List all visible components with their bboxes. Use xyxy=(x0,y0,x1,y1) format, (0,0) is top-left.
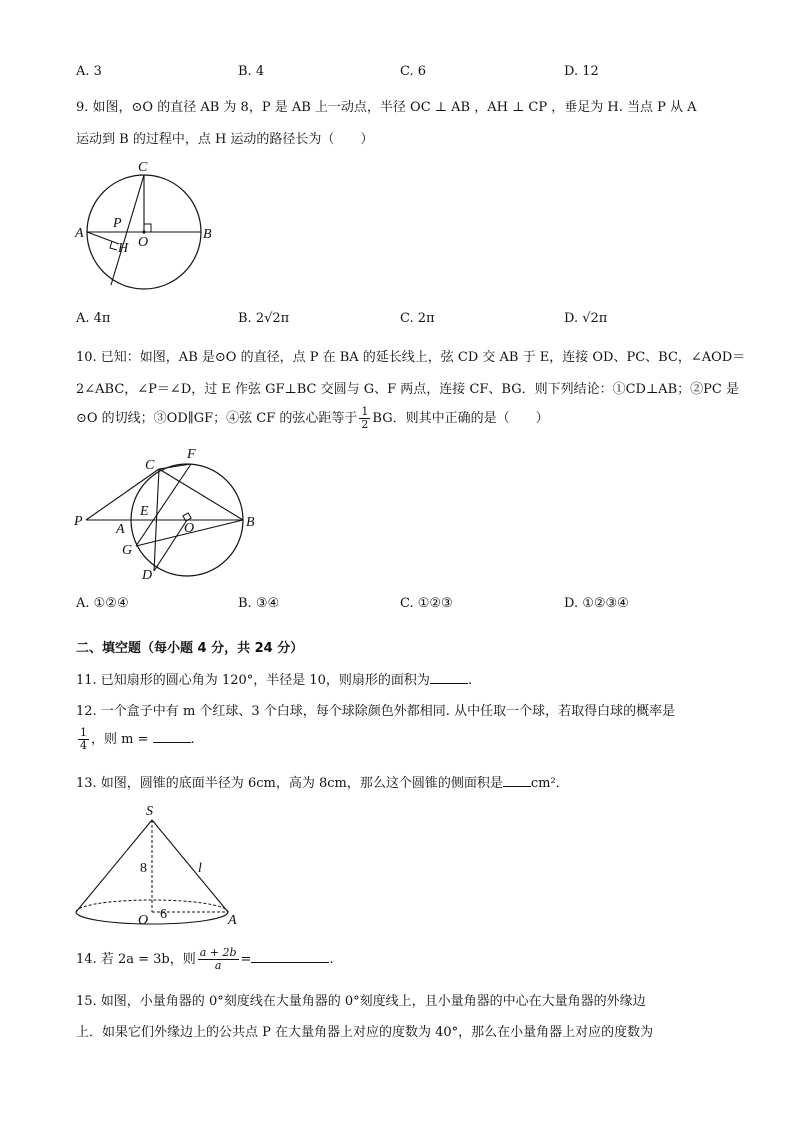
q10-frac-den: 2 xyxy=(361,418,369,431)
q9-label-h: H xyxy=(118,241,129,256)
q10-label-p: P xyxy=(74,514,83,529)
q12-line2 xyxy=(76,727,195,752)
q9-option-a: A. 4π xyxy=(76,311,111,326)
q13-answer-blank[interactable] xyxy=(503,774,531,787)
q10-option-b: B. ③④ xyxy=(238,596,280,611)
q10-fraction xyxy=(359,406,370,431)
q14-answer-blank[interactable] xyxy=(251,950,329,963)
q10-line3-post: BG．则其中正确的是（ ） xyxy=(372,411,549,426)
q14 xyxy=(76,947,334,972)
q13-label-o: O xyxy=(138,913,149,928)
q10-option-d: D. ①②③④ xyxy=(564,596,629,611)
q11-text: 11. 已知扇形的圆心角为 120°，半径是 10，则扇形的面积为 xyxy=(76,673,430,688)
q9-option-c: C. 2π xyxy=(400,311,435,326)
q13-label-s: S xyxy=(146,804,153,819)
q8-option-b: B. 4 xyxy=(238,64,265,79)
q13 xyxy=(76,772,569,791)
q11 xyxy=(76,669,472,688)
q14-text: 14. 若 2a = 3b，则 xyxy=(76,952,196,967)
q9-label-p: P xyxy=(113,216,122,231)
q9-label-a: A xyxy=(75,226,84,241)
q11-answer-blank[interactable] xyxy=(430,671,468,684)
q13-base-front xyxy=(76,912,228,924)
q8-option-d: D. 12 xyxy=(564,64,599,79)
q10-line1: 10. 已知：如图，AB 是⊙O 的直径，点 P 在 BA 的延长线上，弦 CD 交 AB 于 E，连接 OD、PC、BC，∠AOD＝ xyxy=(76,350,746,365)
q10-label-b: B xyxy=(246,515,255,530)
q9-line-ah xyxy=(87,232,119,244)
q10-option-c: C. ①②③ xyxy=(400,596,453,611)
section2-title: 二、填空题（每小题 4 分，共 24 分） xyxy=(76,641,304,656)
q8-option-c: C. 6 xyxy=(400,64,427,79)
q8-option-a: A. 3 xyxy=(76,64,102,79)
q14-frac-den: a xyxy=(214,959,222,972)
q13-label-height: 8 xyxy=(140,861,147,876)
q9-line2: 运动到 B 的过程中，点 H 运动的路径长为（ ） xyxy=(76,132,374,147)
q10-label-f: F xyxy=(187,447,196,462)
q9-figure xyxy=(70,155,230,295)
q10-label-a: A xyxy=(116,522,125,537)
q10-figure xyxy=(70,443,270,588)
q12-line2-post: . xyxy=(190,732,195,747)
q10-label-e: E xyxy=(140,504,149,519)
q10-line3 xyxy=(76,406,549,431)
q12-line2-mid: ，则 m = xyxy=(91,732,149,747)
q13-label-a: A xyxy=(228,913,237,928)
q9-label-b: B xyxy=(203,227,212,242)
q10-label-d: D xyxy=(142,568,153,583)
q13-cone-figure xyxy=(70,798,250,933)
q9-option-b: B. 2√2π xyxy=(238,311,290,326)
q15-line1: 15. 如图，小量角器的 0°刻度线在大量角器的 0°刻度线上，且小量角器的中心在大量角器的外缘边 xyxy=(76,994,646,1009)
q12-frac-num: 1 xyxy=(80,726,87,739)
q10-option-a: A. ①②④ xyxy=(76,596,129,611)
q10-line-od xyxy=(154,520,187,571)
q10-frac-num: 1 xyxy=(361,405,369,418)
q14-eq: = xyxy=(240,952,252,967)
q13-slant-right xyxy=(152,820,228,912)
q13-label-l: l xyxy=(198,861,202,876)
q9-label-o: O xyxy=(138,235,149,250)
q9-line1: 9. 如图，⊙O 的直径 AB 为 8，P 是 AB 上一动点，半径 OC ⊥ AB ，AH ⊥ CP ，垂足为 H. 当点 P 从 A xyxy=(76,100,697,115)
q14-fraction xyxy=(198,947,239,972)
q12-fraction xyxy=(78,727,89,752)
q13-label-radius: 6 xyxy=(160,907,167,922)
q12-line1: 12. 一个盒子中有 m 个红球、3 个白球，每个球除颜色外都相同. 从中任取一个球，若取得白球的概率是 xyxy=(76,704,676,719)
q10-line2: 2∠ABC，∠P＝∠D，过 E 作弦 GF⊥BC 交圆与 G、F 两点，连接 CF、BG．则下列结论：①CD⊥AB；②PC 是 xyxy=(76,382,739,397)
q9-option-d: D. √2π xyxy=(564,311,608,326)
q10-label-c: C xyxy=(145,458,155,473)
q14-post: . xyxy=(329,952,334,967)
q10-line3-pre: ⊙O 的切线；③OD∥GF；④弦 CF 的弦心距等于 xyxy=(76,411,358,426)
q11-post: . xyxy=(467,673,473,688)
q12-answer-blank[interactable] xyxy=(153,730,191,743)
q13-text: 13. 如图，圆锥的底面半径为 6cm，高为 8cm，那么这个圆锥的侧面积是 xyxy=(76,776,503,791)
q15-line2: 上．如果它们外缘边上的公共点 P 在大量角器上对应的度数为 40°，那么在小量角器上对应的度数为 xyxy=(76,1025,654,1040)
q10-label-o: O xyxy=(184,521,195,536)
q9-point-o xyxy=(142,230,145,233)
q10-line-cb xyxy=(159,469,243,520)
q9-label-c: C xyxy=(138,160,148,175)
q10-label-g: G xyxy=(122,543,133,558)
q14-frac-num: a + 2b xyxy=(199,946,237,959)
q12-frac-den: 4 xyxy=(80,739,87,752)
q13-unit: cm²． xyxy=(530,776,569,791)
